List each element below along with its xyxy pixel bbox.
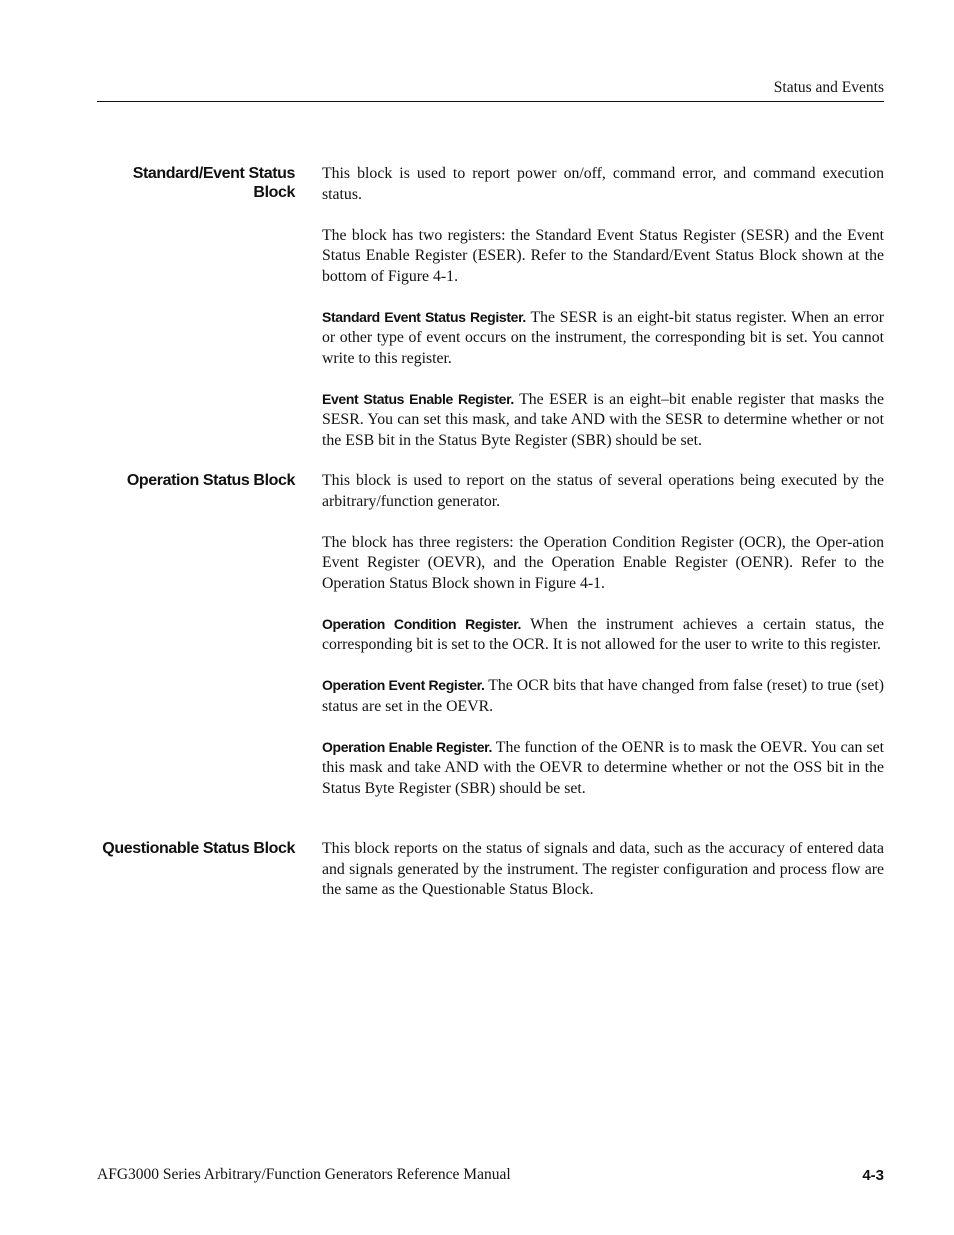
paragraph — [322, 163, 884, 205]
running-header: Status and Events — [773, 79, 884, 96]
section-heading-line1: Standard/Event Status — [132, 165, 295, 182]
runin-heading: Operation Enable Register. — [322, 738, 493, 755]
runin-heading: Event Status Enable Register. — [322, 390, 514, 407]
section-heading — [85, 839, 295, 858]
header-rule — [97, 101, 884, 102]
paragraph-text: This block is used to report on the status of several operations being executed by the arbitrary/function generator. — [322, 472, 884, 510]
paragraph-text: The SESR is an eight-bit status register. When an error or other type of event occurs on the instrument, the corresponding bit is set. You cannot write to this register. — [322, 308, 884, 367]
runin-heading: Operation Event Register. — [322, 677, 485, 693]
section-heading — [85, 471, 295, 490]
section-heading-line2: Block — [253, 184, 295, 201]
paragraph — [322, 470, 884, 512]
paragraph — [322, 838, 884, 901]
paragraph-text: The ESER is an eight–bit enable register that masks the SESR. You can set this mask, and take AND with the SESR to determine whether or not the ESB bit in the Status Byte Register (SBR) should be set. — [322, 390, 884, 449]
paragraph-text: The function of the OENR is to mask the OEVR. You can set this mask and take AND with the OEVR to determine whether or not the OSS bit in the Status Byte Register (SBR) should be set. — [322, 738, 884, 797]
paragraph-text: The OCR bits that have changed from false (reset) to true (set) status are set in the OEVR. — [322, 677, 884, 715]
page-number: 4-3 — [862, 1167, 884, 1184]
paragraph — [322, 737, 884, 800]
paragraph-text: When the instrument achieves a certain status, the corresponding bit is set to the OCR. It is not allowed for the user to write to this register. — [322, 615, 884, 653]
paragraph — [322, 614, 884, 656]
paragraph — [322, 675, 884, 717]
section-heading — [85, 164, 295, 202]
section-heading-line1: Questionable Status Block — [102, 840, 295, 857]
section-heading-line1: Operation Status Block — [126, 472, 295, 489]
paragraph-text: This block is used to report power on/off, command error, and command execution status. — [322, 165, 884, 203]
paragraph — [322, 225, 884, 288]
paragraph — [322, 389, 884, 452]
paragraph-text: The block has two registers: the Standard Event Status Register (SESR) and the Event Status Enable Register (ESER). Refer to the Standard/Event Status Block shown at the bottom of Figure 4-1. — [322, 226, 884, 285]
section-body — [322, 163, 884, 451]
section-body — [322, 838, 884, 901]
runin-heading: Operation Condition Register. — [322, 615, 522, 632]
paragraph — [322, 532, 884, 595]
paragraph — [322, 307, 884, 370]
runin-heading: Standard Event Status Register. — [322, 308, 526, 325]
paragraph-text: The block has three registers: the Operation Condition Register (OCR), the Oper-ation Event Register (OEVR), and the Operation Enable Register (OENR). Refer to the Operation Status Block shown in Figure 4-1. — [322, 533, 884, 592]
footer-manual-title: AFG3000 Series Arbitrary/Function Generators Reference Manual — [97, 1166, 511, 1183]
section-body — [322, 470, 884, 799]
paragraph-text: This block reports on the status of signals and data, such as the accuracy of entered data and signals generated by the instrument. The register configuration and process flow are the same as the Questionable Status Block. — [322, 840, 884, 898]
